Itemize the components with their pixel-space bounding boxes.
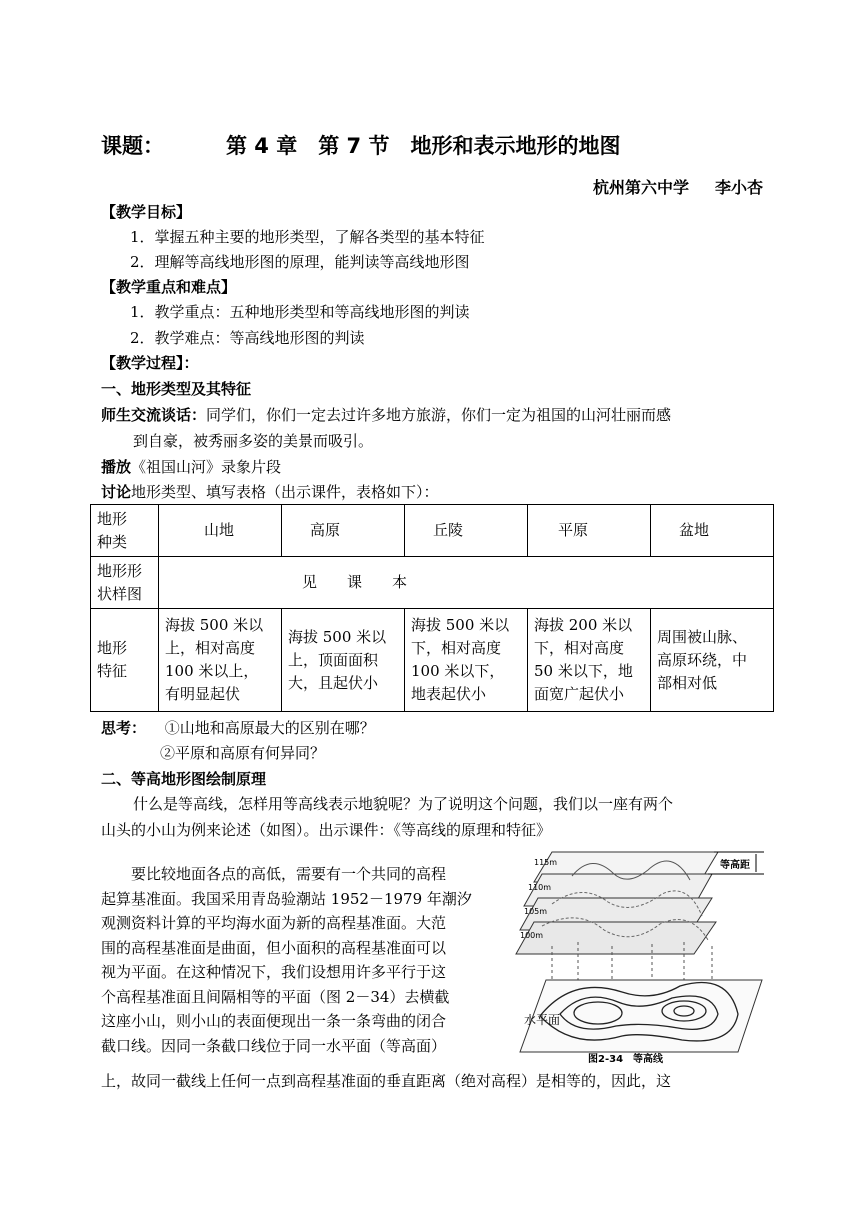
keypoint-item: 2．教学难点：等高线地形图的判读 (130, 329, 365, 347)
author-line (593, 175, 763, 198)
title-label: 课题： (101, 134, 164, 158)
discuss-line (101, 480, 439, 504)
play-label: 播放 (101, 458, 132, 476)
interval-label: 等高距 (720, 860, 750, 871)
contour-figure (512, 846, 770, 1066)
table-row (91, 505, 774, 557)
title-chapter: 第 4 章 第 7 节 地形和表示地形的地图 (226, 134, 621, 158)
section2-body-last: 上，故同一截线上任何一点到高程基准面的垂直距离（绝对高程）是相等的，因此，这 (101, 1072, 672, 1090)
talk-text: 同学们，你们一定去过许多地方旅游，你们一定为祖国的山河壮丽而感 (206, 406, 672, 424)
contour-illustration (512, 846, 770, 1066)
table-cell: 周围被山脉、 高原环绕，中 部相对低 (651, 609, 774, 712)
section2-intro: 什么是等高线，怎样用等高线表示地貌呢？为了说明这个问题，我们以一座有两个 (133, 795, 674, 813)
table-cell: 丘陵 (405, 505, 528, 557)
keypoints-heading: 【教学重点和难点】 (101, 278, 237, 296)
row-header: 地形 种类 (91, 505, 159, 557)
level-label: 100m (520, 931, 544, 940)
section2-intro-cont: 山头的小山为例来论述（如图）。出示课件：《等高线的原理和特征》 (101, 821, 552, 839)
table-cell: 海拔 500 米以 下，相对高度 100 米以下， 地表起伏小 (405, 609, 528, 712)
table-cell: 海拔 500 米以 上，顶面面积 大，且起伏小 (282, 609, 405, 712)
table-cell: 山地 (159, 505, 282, 557)
table-cell: 平原 (528, 505, 651, 557)
goal-item: 2．理解等高线地形图的原理，能判读等高线地形图 (130, 253, 470, 271)
goals-heading: 【教学目标】 (101, 203, 192, 221)
page-title (101, 130, 620, 160)
table-cell: 盆地 (651, 505, 774, 557)
process-heading: 【教学过程】： (101, 354, 199, 372)
section2-heading: 二、等高地形图绘制原理 (101, 770, 267, 788)
row-header: 地形形 状样图 (91, 557, 159, 609)
think-question: ②平原和高原有何异同？ (160, 744, 326, 762)
figure-caption: 图2-34 等高线 (588, 1054, 664, 1065)
play-line (101, 455, 281, 479)
table-cell: 海拔 200 米以 下，相对高度 50 米以下，地 面宽广起伏小 (528, 609, 651, 712)
section2-body: 要比较地面各点的高低，需要有一个共同的高程 起算基准面。我国采用青岛验潮站 1952－1979 年潮汐 观测资料计算的平均海水面为新的高程基准面。大范 围的高程基准面是曲面，但小面积的高程基准面可以 视为平面。在这种情况下，我们设想用许多平行于这 个高程基准面且间隔相等的平面（图 2－34）去横截 这座小山，则小山的表面便现出一条一条弯曲的闭合 截口线。因同一条截口线位于同一水平面（等高面） (101, 865, 472, 1055)
table-cell: 海拔 500 米以 上，相对高度 100 米以上， 有明显起伏 (159, 609, 282, 712)
talk-label: 师生交流谈话： (101, 406, 207, 424)
discuss-text: 地形类型、填写表格（出示课件，表格如下）： (131, 483, 439, 501)
keypoint-item: 1．教学重点：五种地形类型和等高线地形图的判读 (130, 303, 470, 321)
author-school: 杭州第六中学 (592, 178, 689, 197)
section1-heading: 一、地形类型及其特征 (101, 380, 252, 398)
table-cell-merged: 见 课 本 (159, 557, 774, 609)
think-line (101, 716, 375, 740)
goal-item: 1．掌握五种主要的地形类型，了解各类型的基本特征 (130, 228, 485, 246)
talk-line (101, 403, 671, 427)
author-name: 李小杏 (714, 178, 763, 197)
talk-text-cont: 到自豪，被秀丽多姿的美景而吸引。 (133, 432, 374, 450)
discuss-label: 讨论 (101, 483, 132, 501)
plane-label: 水平面 (524, 1013, 561, 1027)
level-label: 110m (528, 883, 552, 892)
terrain-table (90, 504, 774, 712)
level-label: 105m (524, 907, 548, 916)
table-cell: 高原 (282, 505, 405, 557)
think-question: ①山地和高原最大的区别在哪？ (164, 719, 375, 737)
row-header: 地形 特征 (91, 609, 159, 712)
think-label: 思考： (101, 719, 147, 737)
play-text: 《祖国山河》录象片段 (131, 458, 282, 476)
level-label: 115m (534, 858, 558, 867)
table-row (91, 557, 774, 609)
table-row (91, 609, 774, 712)
